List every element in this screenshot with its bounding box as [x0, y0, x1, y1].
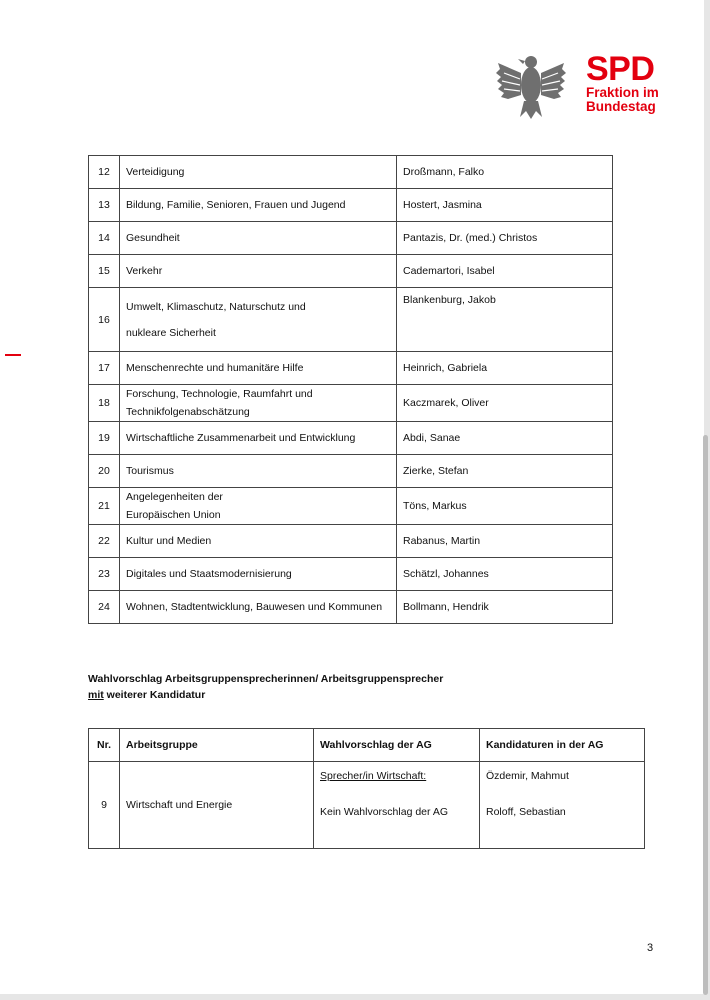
table-row [89, 156, 613, 189]
section-heading-rest: weiterer Kandidatur [103, 689, 206, 701]
working-group-line2: Europäischen Union [126, 509, 221, 521]
working-group: Bildung, Familie, Senioren, Frauen und Jugend [120, 189, 397, 222]
speaker-name: Blankenburg, Jakob [397, 288, 613, 352]
section-heading-mit: mit [88, 689, 104, 701]
spd-logo-line2: Bundestag [586, 99, 656, 114]
margin-mark [5, 354, 21, 356]
speaker-name: Abdi, Sanae [397, 422, 613, 455]
working-group-line1: Angelegenheiten der [126, 491, 223, 503]
working-group [120, 288, 397, 352]
speaker-name: Schätzl, Johannes [397, 558, 613, 591]
table-row [89, 288, 613, 352]
speaker-name: Zierke, Stefan [397, 455, 613, 488]
working-group: Menschenrechte und humanitäre Hilfe [120, 352, 397, 385]
speaker-name: Töns, Markus [397, 488, 613, 525]
table-row [89, 189, 613, 222]
candidacy-table [88, 728, 645, 849]
vertical-scrollbar[interactable] [703, 435, 708, 995]
table-row [89, 385, 613, 422]
nomination-value: Kein Wahlvorschlag der AG [320, 806, 449, 818]
working-group: Kultur und Medien [120, 525, 397, 558]
spd-logo-line1: Fraktion im [586, 85, 659, 100]
federal-eagle-logo [496, 53, 566, 119]
working-group: Verteidigung [120, 156, 397, 189]
header-nr: Nr. [89, 729, 120, 762]
working-group: Digitales und Staatsmodernisierung [120, 558, 397, 591]
page-number: 3 [647, 942, 654, 954]
working-group: Tourismus [120, 455, 397, 488]
row-number: 24 [89, 591, 120, 624]
row-number: 18 [89, 385, 120, 422]
row-number: 12 [89, 156, 120, 189]
header-kandidaturen: Kandidaturen in der AG [480, 729, 645, 762]
section-heading-line2 [88, 687, 443, 703]
nomination-cell [314, 762, 480, 849]
table-row [89, 525, 613, 558]
table-row [89, 222, 613, 255]
table-row [89, 591, 613, 624]
row-number: 9 [89, 762, 120, 849]
table-row [89, 422, 613, 455]
speaker-name: Rabanus, Martin [397, 525, 613, 558]
candidate-name: Özdemir, Mahmut [486, 770, 569, 782]
candidate-name: Roloff, Sebastian [486, 806, 566, 818]
speaker-name: Hostert, Jasmina [397, 189, 613, 222]
working-group-line1: Umwelt, Klimaschutz, Naturschutz und [126, 300, 306, 313]
speaker-name: Kaczmarek, Oliver [397, 385, 613, 422]
section-heading [88, 671, 443, 703]
table-row [89, 488, 613, 525]
table-header-row [89, 729, 645, 762]
header-arbeitsgruppe: Arbeitsgruppe [120, 729, 314, 762]
header-wahlvorschlag: Wahlvorschlag der AG [314, 729, 480, 762]
nomination-label: Sprecher/in Wirtschaft: [320, 770, 427, 782]
working-group [120, 488, 397, 525]
working-group: Verkehr [120, 255, 397, 288]
working-group-line2: nukleare Sicherheit [126, 326, 216, 339]
row-number: 14 [89, 222, 120, 255]
table-row [89, 255, 613, 288]
working-group: Wirtschaftliche Zusammenarbeit und Entwicklung [120, 422, 397, 455]
spd-fraktion-logo [586, 52, 659, 114]
row-number: 23 [89, 558, 120, 591]
ag-speaker-table [88, 155, 613, 624]
row-number: 15 [89, 255, 120, 288]
speaker-name: Cademartori, Isabel [397, 255, 613, 288]
table-row [89, 455, 613, 488]
candidates-cell [480, 762, 645, 849]
table-row [89, 558, 613, 591]
working-group: Wirtschaft und Energie [120, 762, 314, 849]
row-number: 21 [89, 488, 120, 525]
working-group: Wohnen, Stadtentwicklung, Bauwesen und Kommunen [120, 591, 397, 624]
speaker-name: Heinrich, Gabriela [397, 352, 613, 385]
row-number: 19 [89, 422, 120, 455]
speaker-name: Droßmann, Falko [397, 156, 613, 189]
speaker-name: Pantazis, Dr. (med.) Christos [397, 222, 613, 255]
table-row [89, 352, 613, 385]
working-group: Gesundheit [120, 222, 397, 255]
row-number: 22 [89, 525, 120, 558]
working-group [120, 385, 397, 422]
row-number: 20 [89, 455, 120, 488]
row-number: 16 [89, 288, 120, 352]
section-heading-line1: Wahlvorschlag Arbeitsgruppensprecherinnen/ Arbeitsgruppensprecher [88, 673, 444, 685]
row-number: 17 [89, 352, 120, 385]
table-row [89, 762, 645, 849]
spd-logo-title: SPD [586, 50, 655, 88]
speaker-name: Bollmann, Hendrik [397, 591, 613, 624]
working-group-line1: Forschung, Technologie, Raumfahrt und [126, 388, 313, 400]
row-number: 13 [89, 189, 120, 222]
working-group-line2: Technikfolgenabschätzung [126, 406, 250, 418]
